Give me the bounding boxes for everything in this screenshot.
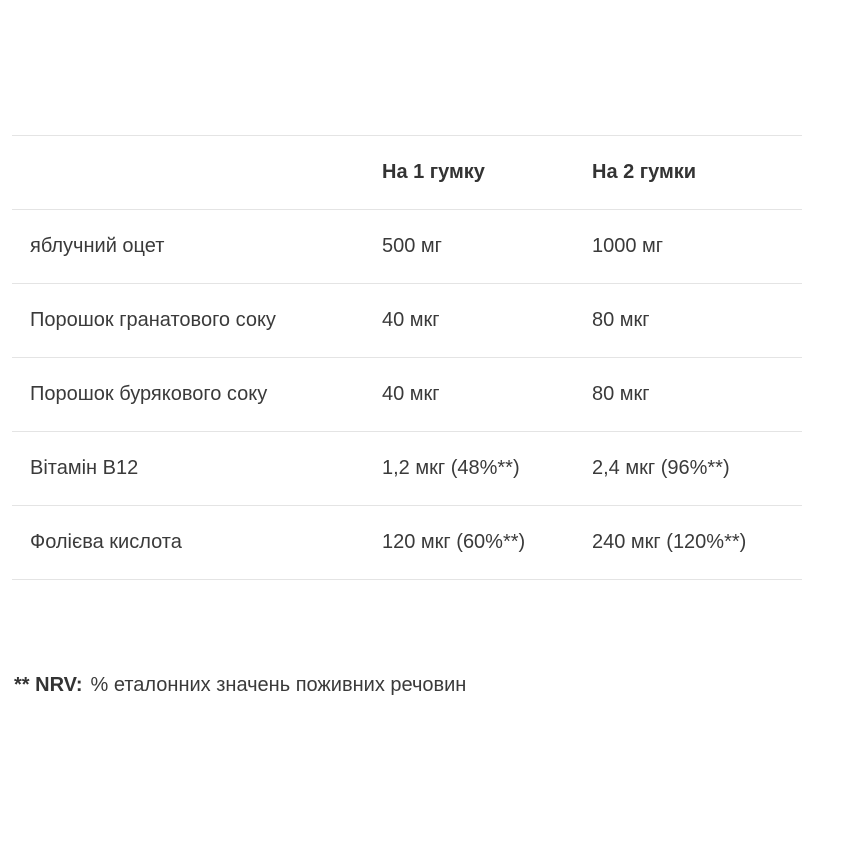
amount-per-two: 80 мкг	[592, 358, 802, 432]
header-empty	[12, 136, 382, 210]
table-header-row	[12, 136, 802, 210]
table-row	[12, 432, 802, 506]
table-row	[12, 210, 802, 284]
table-row	[12, 284, 802, 358]
amount-per-one: 40 мкг	[382, 284, 592, 358]
nutrition-table	[12, 135, 802, 580]
ingredient-name: Вітамін B12	[12, 432, 382, 506]
amount-per-two: 1000 мг	[592, 210, 802, 284]
ingredient-name: Порошок бурякового соку	[12, 358, 382, 432]
ingredient-name: Порошок гранатового соку	[12, 284, 382, 358]
nrv-footnote	[14, 674, 466, 697]
ingredient-name: яблучний оцет	[12, 210, 382, 284]
footnote-text: % еталонних значень поживних речовин	[90, 674, 467, 696]
amount-per-one: 40 мкг	[382, 358, 592, 432]
footnote-marker: ** NRV:	[14, 674, 83, 696]
amount-per-one: 1,2 мкг (48%**)	[382, 432, 592, 506]
header-per-one-gummy: На 1 гумку	[382, 136, 592, 210]
amount-per-two: 80 мкг	[592, 284, 802, 358]
table-row	[12, 358, 802, 432]
table-row	[12, 506, 802, 580]
header-per-two-gummies: На 2 гумки	[592, 136, 802, 210]
amount-per-one: 500 мг	[382, 210, 592, 284]
amount-per-two: 2,4 мкг (96%**)	[592, 432, 802, 506]
amount-per-one: 120 мкг (60%**)	[382, 506, 592, 580]
amount-per-two: 240 мкг (120%**)	[592, 506, 802, 580]
ingredient-name: Фолієва кислота	[12, 506, 382, 580]
